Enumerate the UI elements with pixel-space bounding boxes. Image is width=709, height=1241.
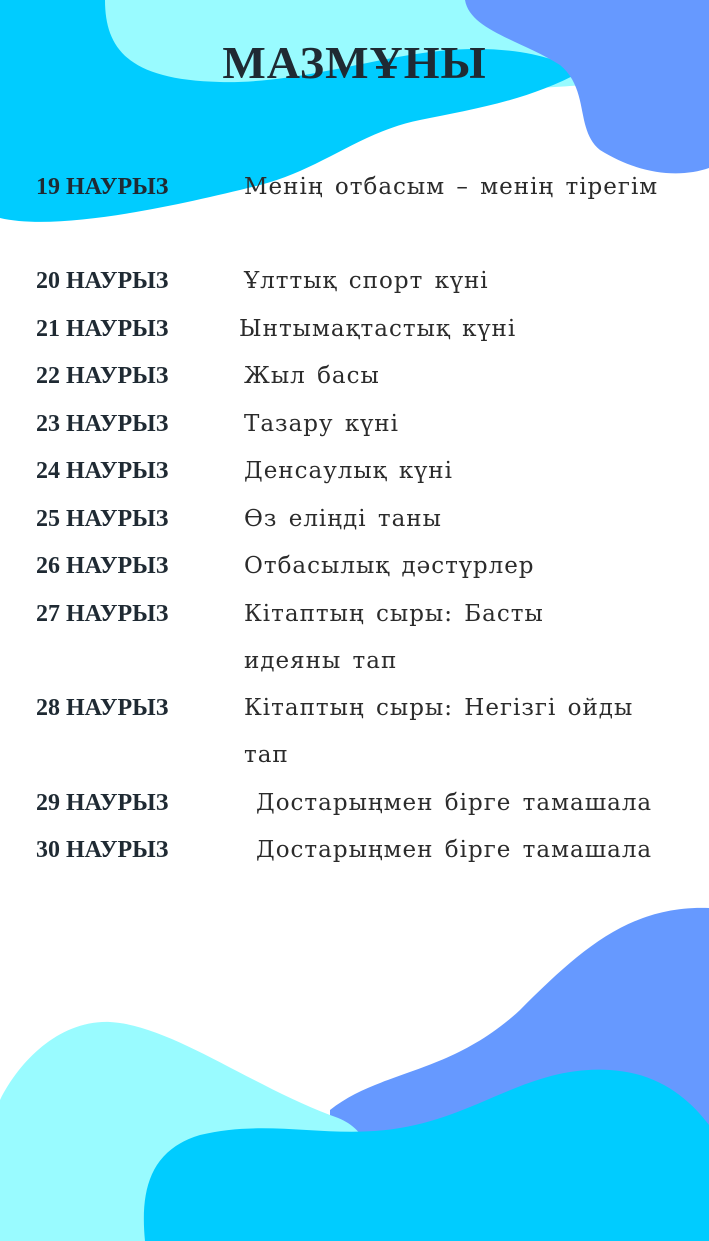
- item-date: 23 НАУРЫЗ: [36, 411, 169, 437]
- item-date: 29 НАУРЫЗ: [36, 790, 169, 816]
- item-text: Достарыңмен бірге тамашала: [256, 837, 653, 863]
- item-text: Кітаптың сыры: Басты идеяны тап: [244, 601, 544, 674]
- item-text: Өз еліңді таны: [244, 506, 442, 532]
- item-date: 20 НАУРЫЗ: [36, 268, 169, 294]
- page-title: МАЗМҰНЫ: [222, 37, 487, 88]
- item-date: 27 НАУРЫЗ: [36, 601, 169, 627]
- item-text: Кітаптың сыры: Негізгі ойды тап: [244, 695, 634, 768]
- item-date: 26 НАУРЫЗ: [36, 553, 169, 579]
- item-text: Достарыңмен бірге тамашала: [256, 790, 653, 816]
- item-text: Жыл басы: [244, 363, 380, 389]
- item-date: 30 НАУРЫЗ: [36, 837, 169, 863]
- item-date: 28 НАУРЫЗ: [36, 695, 169, 721]
- item-text: Тазару күні: [244, 411, 399, 437]
- item-text: Менің отбасым – менің тірегім: [244, 174, 659, 200]
- item-text: Ынтымақтастық күні: [239, 316, 517, 342]
- item-text: Ұлттық спорт күні: [244, 268, 489, 294]
- item-text: Денсаулық күні: [244, 458, 453, 484]
- item-date: 19 НАУРЫЗ: [36, 174, 169, 200]
- item-text: Отбасылық дәстүрлер: [244, 553, 535, 579]
- item-date: 21 НАУРЫЗ: [36, 316, 169, 342]
- item-date: 22 НАУРЫЗ: [36, 363, 169, 389]
- item-date: 25 НАУРЫЗ: [36, 506, 169, 532]
- item-date: 24 НАУРЫЗ: [36, 458, 169, 484]
